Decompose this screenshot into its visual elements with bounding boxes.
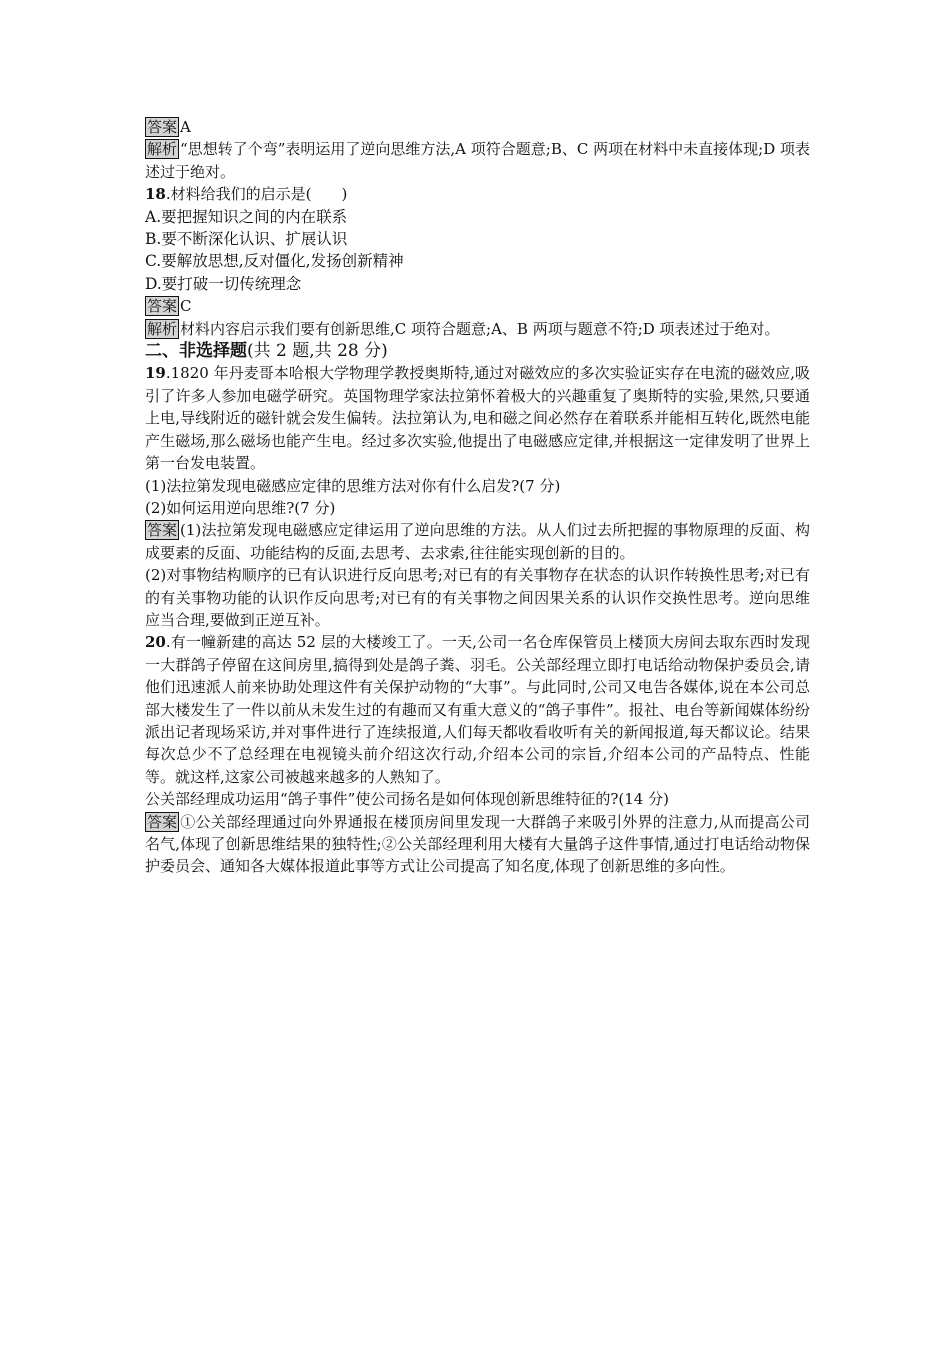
q20-number: 20 [145,633,166,652]
q18-stem-text: .材料给我们的启示是( ) [165,185,348,204]
answer-label: 答案 [147,297,178,316]
section-subtitle: (共 2 题,共 28 分) [247,341,388,362]
q19-answer-1 [145,519,810,564]
answer-label: 答案 [147,118,178,136]
q18-analysis-text: 材料内容启示我们要有创新思维,C 项符合题意;A、B 两项与题意不符;D 项表述过于绝对。 [180,319,780,338]
document-content [145,116,810,878]
q19-subquestion-1: (1)法拉第发现电磁感应定律的思维方法对你有什么启发?(7 分) [145,476,561,495]
q17-analysis-text: “思想转了个弯”表明运用了逆向思维方法,A 项符合题意;B、C 两项在材料中未直接体现;D 项表述过于绝对。 [145,140,810,181]
q17-answer [145,116,810,138]
q20-question: 公关部经理成功运用“鸽子事件”使公司扬名是如何体现创新思维特征的?(14 分) [145,790,669,809]
q18-answer-value: C [180,297,192,316]
analysis-label: 解析 [147,140,178,159]
q18-option-b: B.要不断深化认识、扩展认识 [145,230,348,249]
q18-option-d: D.要打破一切传统理念 [145,274,302,293]
q17-answer-value: A [180,118,191,136]
q19-number: 19 [145,364,166,383]
answer-label: 答案 [147,521,178,540]
q19-stem-text: .1820 年丹麦哥本哈根大学物理学教授奥斯特,通过对磁效应的多次实验证实存在电流的磁效应,吸引了许多人参加电磁学研究。英国物理学家法拉第怀着极大的兴趣重复了奥斯特的实验,果然,只要通上电,导线附近的磁针就会发生偏转。法拉第认为,电和磁之间必然存在着联系并能相互转化,既然电能产生磁场,那么磁场也能产生电。经过多次实验,他提出了电磁感应定律,并根据这一定律发明了世界上第一台发电装置。 [145,364,810,473]
q20-answer [145,811,810,878]
q19-answer-2: (2)对事物结构顺序的已有认识进行反向思考;对已有的有关事物存在状态的认识作转换性思考;对已有的有关事物功能的认识作反向思考;对已有的有关事物之间因果关系的认识作交换性思考。逆向思维应当合理,要做到正逆互补。 [145,566,810,629]
answer-label: 答案 [147,812,178,831]
q20-stem-text: .有一幢新建的高达 52 层的大楼竣工了。一天,公司一名仓库保管员上楼顶大房间去取东西时发现一大群鸽子停留在这间房里,搞得到处是鸽子粪、羽毛。公关部经理立即打电话给动物保护委员会,请他们迅速派人前来协助处理这件有关保护动物的“大事”。与此同时,公司又电告各媒体,说在本公司总部大楼发生了一件以前从未发生过的有趣而又有重大意义的“鸽子事件”。报社、电台等新闻媒体纷纷派出记者现场采访,并对事件进行了连续报道,人们每天都收看收听有关的新闻报道,每天都议论。结果每次总少不了总经理在电视镜头前介绍这次行动,介绍本公司的宗旨,介绍本公司的产品特点、性能等。就这样,这家公司被越来越多的人熟知了。 [145,633,810,786]
q18-analysis [145,318,810,340]
q18-stem [145,183,810,205]
q19-answer-1-text: (1)法拉第发现电磁感应定律运用了逆向思维的方法。从人们过去所把握的事物原理的反面、构成要素的反面、功能结构的反面,去思考、去求索,往往能实现创新的目的。 [145,521,810,562]
analysis-label: 解析 [147,319,178,338]
q18-option-c: C.要解放思想,反对僵化,发扬创新精神 [145,252,404,271]
section-heading [145,340,810,362]
q17-analysis [145,138,810,183]
q19-stem [145,362,810,474]
q20-stem [145,631,810,788]
q18-number: 18 [145,185,166,204]
q19-subquestion-2: (2)如何运用逆向思维?(7 分) [145,498,336,517]
q20-answer-text: ①公关部经理通过向外界通报在楼顶房间里发现一大群鸽子来吸引外界的注意力,从而提高公司名气,体现了创新思维结果的独特性;②公关部经理利用大楼有大量鸽子这件事情,通过打电话给动物保护委员会、通知各大媒体报道此事等方式让公司提高了知名度,体现了创新思维的多向性。 [145,812,810,876]
q18-option-a: A.要把握知识之间的内在联系 [145,207,348,226]
q18-answer [145,295,810,317]
section-title: 二、非选择题 [145,341,247,362]
